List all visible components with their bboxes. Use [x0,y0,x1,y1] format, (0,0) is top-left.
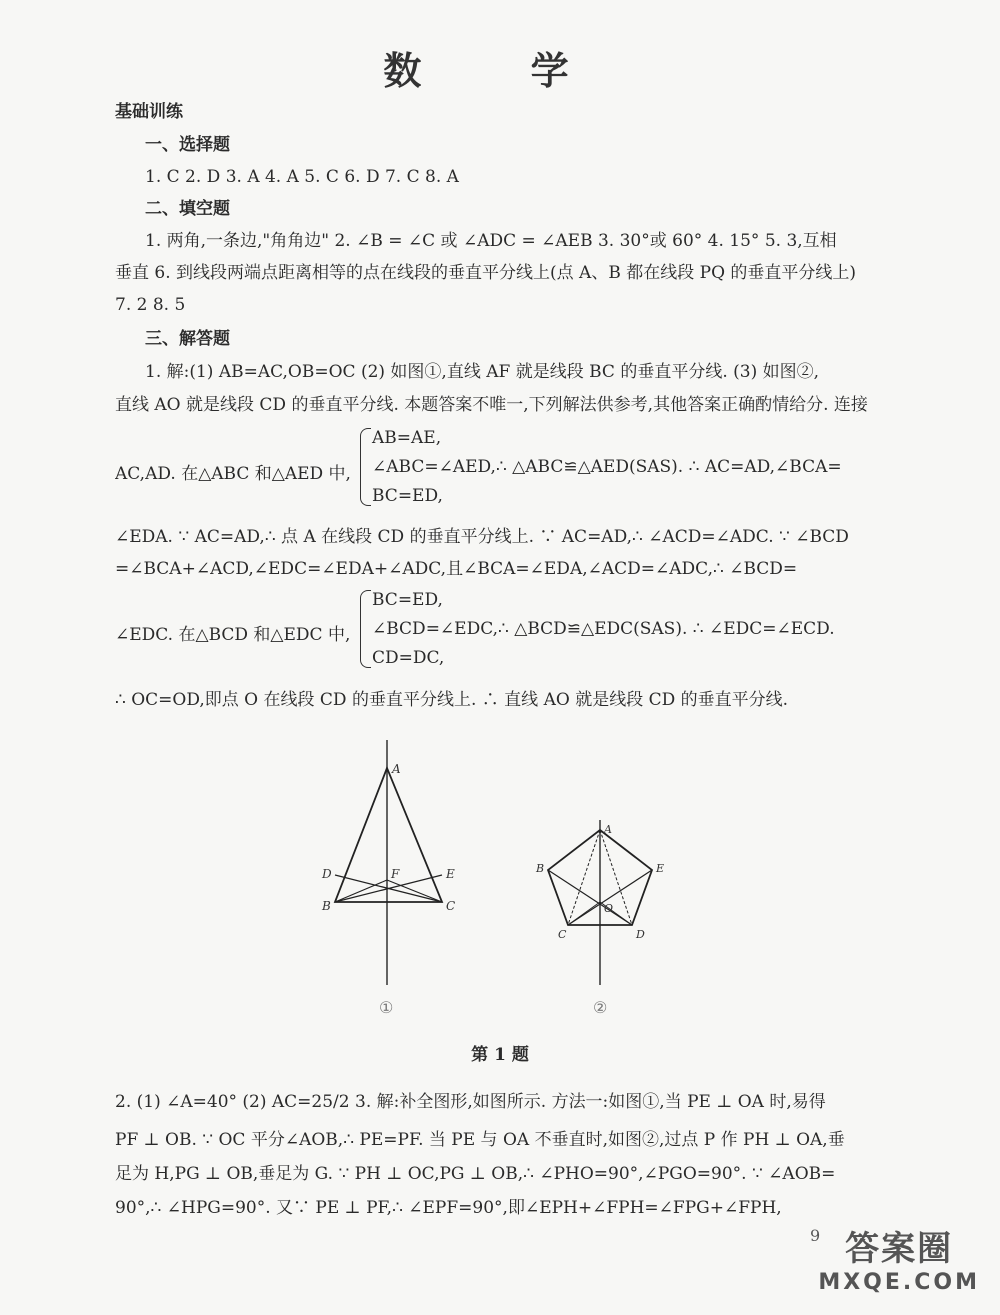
figure-2-label: ② [593,998,608,1017]
solve-paragraph-7: ∴ OC=OD,即点 O 在线段 CD 的垂直平分线上. ∴ 直线 AO 就是线段 CD 的垂直平分线. [115,690,789,710]
solve-paragraph-2: 直线 AO 就是线段 CD 的垂直平分线. 本题答案不唯一,下列解法供参考,其他答案正确酌情给分. 连接 [115,395,868,415]
fig1-label-B: B [322,899,331,913]
solve-paragraph-4: ∠EDA. ∵ AC=AD,∴ 点 A 在线段 CD 的垂直平分线上. ∵ AC=AD,∴ ∠ACD=∠ADC. ∵ ∠BCD [115,527,849,547]
brace2-top: BC=ED, [372,590,443,610]
q2-line-1: 2. (1) ∠A=40° (2) AC=25/2 3. 解:补全图形,如图所示. 方法一:如图①,当 PE ⊥ OA 时,易得 [115,1092,826,1112]
fig2-line-AC [568,830,600,925]
fill-line-1: 1. 两角,一条边,"角角边" 2. ∠B = ∠C 或 ∠ADC = ∠AEB 3. 30°或 60° 4. 15° 5. 3,互相 [145,231,837,251]
fig1-triangle [335,768,442,902]
section-heading: 基础训练 [115,102,183,122]
fig2-label-O: O [604,902,614,915]
fill-line-3: 7. 2 8. 5 [115,295,186,315]
brace2-bot: CD=DC, [372,648,445,668]
q2-line-3: 足为 H,PG ⊥ OB,垂足为 G. ∵ PH ⊥ OC,PG ⊥ OB,∴ ∠PHO=90°,∠PGO=90°. ∵ ∠AOB= [115,1164,836,1184]
watermark-main: 答案圈 [845,1229,954,1269]
fig2-label-D: D [636,928,645,941]
brace1-top: AB=AE, [372,428,442,448]
solve-brace1-lead: AC,AD. 在△ABC 和△AED 中, [115,464,351,484]
q2-line-4: 90°,∴ ∠HPG=90°. 又∵ PE ⊥ PF,∴ ∠EPF=90°,即∠EPH+∠FPH=∠FPG+∠FPH, [115,1198,782,1218]
brace1-bot: BC=ED, [372,486,443,506]
fill-heading: 二、填空题 [145,199,230,219]
fig1-label-C: C [446,899,456,913]
figure-1 [300,740,500,1000]
fig2-label-B: B [536,862,545,875]
fig1-label-A: A [392,762,401,776]
solve-heading: 三、解答题 [145,329,230,349]
brace-1 [360,428,371,506]
solve-brace2-lead: ∠EDC. 在△BCD 和△EDC 中, [115,625,351,645]
solve-paragraph-1: 1. 解:(1) AB=AC,OB=OC (2) 如图①,直线 AF 就是线段 BC 的垂直平分线. (3) 如图②, [145,362,820,382]
watermark-sub: MXQE.COM [818,1270,980,1295]
brace2-mid: ∠BCD=∠EDC,∴ △BCD≌△EDC(SAS). ∴ ∠EDC=∠ECD. [372,619,835,639]
choice-heading: 一、选择题 [145,135,230,155]
fig2-line-BD [548,870,632,925]
fig1-label-E: E [446,867,455,881]
fig2-line-CO [568,902,600,925]
choice-answers: 1. C 2. D 3. A 4. A 5. C 6. D 7. C 8. A [145,167,459,187]
figure-1-label: ① [379,998,394,1017]
fig2-label-A: A [604,823,612,836]
fig2-label-E: E [656,862,665,875]
q2-line-2: PF ⊥ OB. ∵ OC 平分∠AOB,∴ PE=PF. 当 PE 与 OA 不垂直时,如图②,过点 P 作 PH ⊥ OA,垂 [115,1130,845,1150]
fig1-label-F: F [391,867,400,881]
watermark-logo [818,1221,980,1295]
brace-2 [360,590,371,668]
fill-line-2: 垂直 6. 到线段两端点距离相等的点在线段的垂直平分线上(点 A、B 都在线段 PQ 的垂直平分线上) [115,263,857,283]
solve-paragraph-5: =∠BCA+∠ACD,∠EDC=∠EDA+∠ADC,且∠BCA=∠EDA,∠ACD=∠ADC,∴ ∠BCD= [115,559,798,579]
page-number: 9 [810,1226,821,1245]
fig1-label-D: D [322,867,332,881]
figure-caption: 第 1 题 [471,1045,529,1065]
fig2-label-C: C [558,928,567,941]
figure-2 [530,820,680,990]
brace1-mid: ∠ABC=∠AED,∴ △ABC≌△AED(SAS). ∴ AC=AD,∠BCA= [372,457,842,477]
fig2-line-EC [568,870,652,925]
page-title: 数 学 [383,48,617,93]
